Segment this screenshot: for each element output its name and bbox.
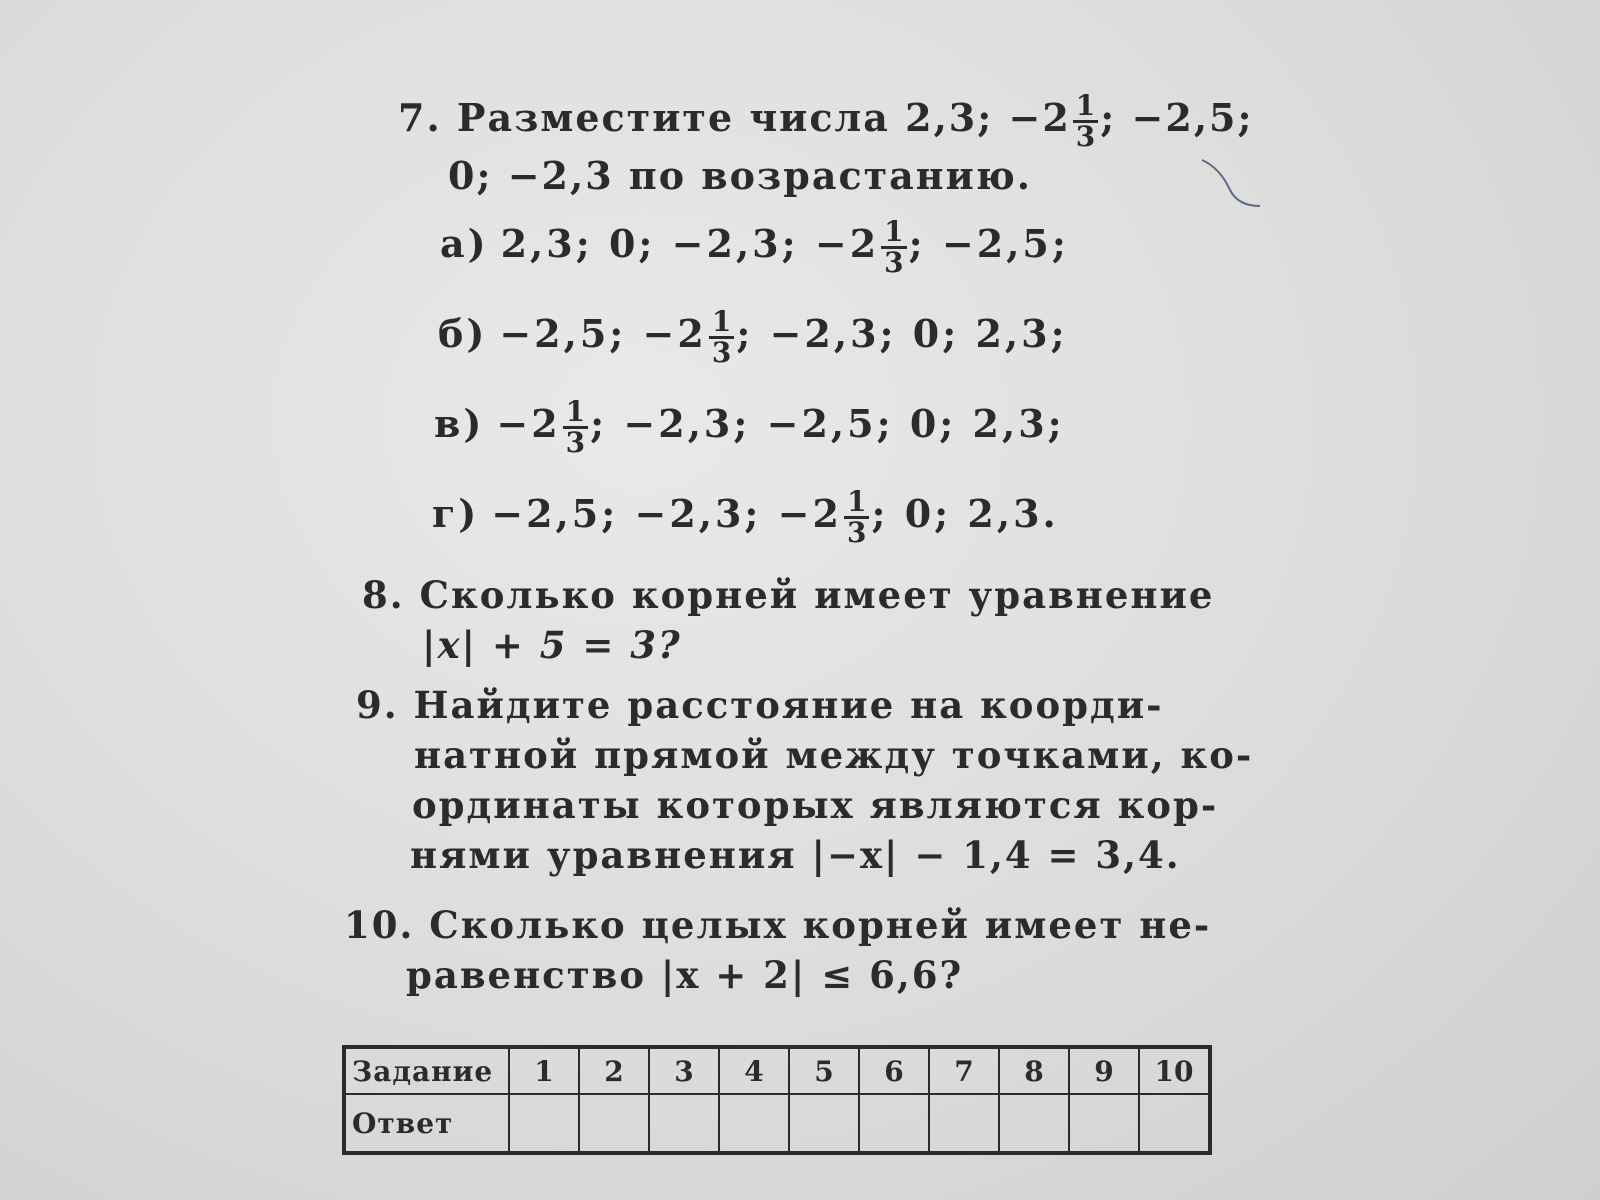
answer-cell[interactable] (719, 1094, 789, 1153)
task-10-number: 10. (344, 903, 415, 947)
task-number-cell: 8 (999, 1047, 1069, 1094)
task-7-text-b: ; −2,5; (1100, 95, 1254, 140)
fraction-denominator: 3 (1075, 120, 1096, 153)
task-9-line-2: натной прямой между точками, ко- (414, 733, 1254, 777)
option-fraction (563, 395, 588, 459)
task-number-cell: 7 (929, 1047, 999, 1094)
fraction-numerator: 1 (709, 308, 734, 339)
table-header-answer: Ответ (344, 1094, 509, 1153)
option-post: ; 0; 2,3. (871, 491, 1059, 536)
option-fraction (709, 305, 734, 369)
answer-cell[interactable] (929, 1094, 999, 1153)
task-7-line-2: 0; −2,3 по возрастанию. (448, 153, 1032, 198)
task-7-option-b (438, 305, 1068, 369)
option-label: а) (440, 221, 489, 266)
table-row-answers (344, 1094, 1210, 1153)
task-7-option-g (432, 485, 1059, 549)
option-fraction (881, 215, 906, 279)
fraction-denominator: 3 (846, 516, 867, 549)
task-9-line-3: ординаты которых являются кор- (412, 783, 1219, 827)
task-number-cell: 9 (1069, 1047, 1139, 1094)
fraction-numerator: 1 (563, 398, 588, 429)
task-10-line-2: равенство |x + 2| ≤ 6,6? (406, 953, 964, 997)
answer-table (342, 1045, 1212, 1155)
task-9 (356, 680, 1253, 880)
task-7-line-1 (398, 89, 1254, 153)
task-9-number: 9. (356, 683, 399, 727)
table-row-tasks (344, 1047, 1210, 1094)
fraction-numerator: 1 (881, 218, 906, 249)
option-pre: −2,5; −2,3; −2 (491, 491, 842, 536)
task-number-cell: 10 (1139, 1047, 1210, 1094)
task-10 (344, 900, 1211, 1000)
task-7-text-a: Разместите числа 2,3; −2 (456, 95, 1071, 140)
answer-cell[interactable] (859, 1094, 929, 1153)
task-8 (362, 570, 1214, 670)
option-pre: −2 (496, 401, 561, 446)
table-header-task: Задание (344, 1047, 509, 1094)
answer-cell[interactable] (999, 1094, 1069, 1153)
option-post: ; −2,3; 0; 2,3; (736, 311, 1068, 356)
answer-cell[interactable] (509, 1094, 579, 1153)
task-number-cell: 5 (789, 1047, 859, 1094)
option-label: в) (434, 401, 485, 446)
task-8-text: Сколько корней имеет уравнение (419, 573, 1215, 617)
task-10-text-1: Сколько целых корней имеет не- (429, 903, 1212, 947)
answer-cell[interactable] (579, 1094, 649, 1153)
task-number-cell: 4 (719, 1047, 789, 1094)
task-9-line-1 (356, 680, 1253, 730)
task-10-line-1 (344, 900, 1211, 950)
task-7 (398, 89, 1254, 201)
fraction-denominator: 3 (884, 246, 904, 279)
fraction-denominator: 3 (711, 336, 732, 369)
answer-cell[interactable] (1139, 1094, 1210, 1153)
fraction-numerator: 1 (844, 488, 869, 519)
task-number-cell: 2 (579, 1047, 649, 1094)
task-9-text-1: Найдите расстояние на коорди- (413, 683, 1164, 727)
fraction-numerator: 1 (1073, 92, 1098, 123)
task-number-cell: 6 (859, 1047, 929, 1094)
option-fraction (844, 485, 869, 549)
answer-cell[interactable] (1069, 1094, 1139, 1153)
task-7-fraction (1073, 89, 1098, 153)
task-7-option-a (440, 215, 1069, 279)
option-pre: 2,3; 0; −2,3; −2 (500, 221, 880, 266)
fraction-denominator: 3 (565, 426, 586, 459)
answer-cell[interactable] (649, 1094, 719, 1153)
option-post: ; −2,5; (908, 221, 1069, 266)
task-9-line-4: нями уравнения |−x| − 1,4 = 3,4. (410, 833, 1181, 877)
task-8-line-2: |x| + 5 = 3? (422, 623, 682, 667)
option-pre: −2,5; −2 (499, 311, 707, 356)
option-label: г) (432, 491, 480, 536)
answer-cell[interactable] (789, 1094, 859, 1153)
option-label: б) (438, 311, 488, 356)
task-number-cell: 1 (509, 1047, 579, 1094)
task-8-line-1 (362, 570, 1214, 620)
task-7-number: 7. (398, 95, 442, 140)
task-7-option-v (434, 395, 1065, 459)
task-number-cell: 3 (649, 1047, 719, 1094)
option-post: ; −2,3; −2,5; 0; 2,3; (590, 401, 1065, 446)
task-8-number: 8. (362, 573, 405, 617)
